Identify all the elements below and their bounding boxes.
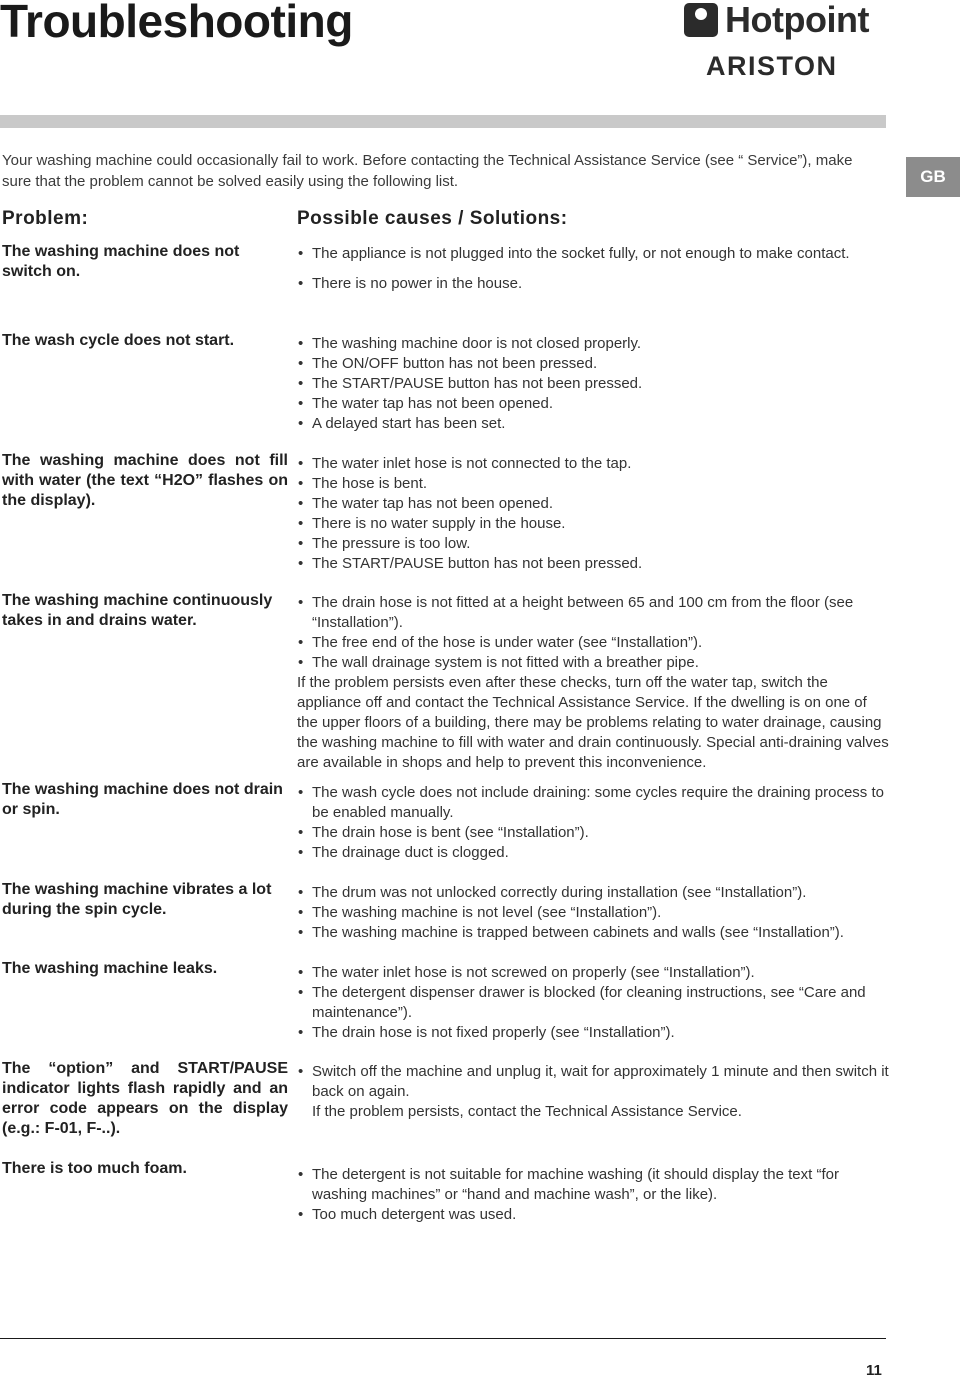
problem-text: The wash cycle does not start. (2, 332, 235, 349)
cause-item: • There is no power in the house. (297, 274, 889, 294)
cause-item: • Switch off the machine and unplug it, wait for approximately 1 minute and then switch it back on again. (297, 1062, 889, 1102)
problem-text: The washing machine vibrates a lot during the spin cycle. (2, 881, 272, 918)
cause-item: • The START/PAUSE button has not been pressed. (297, 374, 889, 394)
cause-item: • The detergent dispenser drawer is blocked (for cleaning instructions, see “Care and maintenance”). (297, 983, 889, 1023)
causes-list (297, 1165, 889, 1225)
cause-item: • The drainage duct is clogged. (297, 843, 889, 863)
cause-item: • The washing machine is not level (see “Installation”). (297, 903, 889, 923)
language-tab: GB (906, 157, 960, 197)
causes-list (297, 883, 889, 943)
problem-text: The washing machine does not fill with water (the text “H2O” flashes on the display). (2, 452, 288, 509)
footer-rule (0, 1338, 886, 1339)
cause-item: • Too much detergent was used. (297, 1205, 889, 1225)
cause-item: • The water tap has not been opened. (297, 494, 889, 514)
hotpoint-logo-icon (684, 3, 718, 37)
causes-list (297, 783, 889, 863)
cause-item: • The ON/OFF button has not been pressed. (297, 354, 889, 374)
brand-subname: ARISTON (706, 51, 838, 81)
problem-text: The “option” and START/PAUSE indicator lights flash rapidly and an error code appears on the display (e.g.: F-01, F-..). (2, 1060, 288, 1137)
brand-logo (684, 2, 884, 80)
causes-list (297, 1062, 889, 1122)
causes-column-heading: Possible causes / Solutions: (297, 208, 568, 229)
problem-text: The washing machine does not drain or spin. (2, 781, 283, 818)
causes-list (297, 244, 889, 294)
cause-item: • The water tap has not been opened. (297, 394, 889, 414)
cause-item: • The wash cycle does not include draining: some cycles require the draining process to be enabled manually. (297, 783, 889, 823)
problem-column-heading: Problem: (2, 208, 89, 229)
causes-list (297, 963, 889, 1043)
page-title: Troubleshooting (0, 0, 353, 47)
problem-text: The washing machine leaks. (2, 960, 218, 977)
cause-item: • The pressure is too low. (297, 534, 889, 554)
cause-item: • There is no water supply in the house. (297, 514, 889, 534)
cause-item: • The water inlet hose is not screwed on properly (see “Installation”). (297, 963, 889, 983)
cause-note: If the problem persists even after these checks, turn off the water tap, switch the appliance off and contact the Technical Assistance Service. If the dwelling is on one of the upper floors of a building, there may be problems relating to water drainage, causing the washing machine to fill with water and drain continuously. Special anti-draining valves are available in shops and help to prevent this inconvenience. (297, 674, 889, 771)
cause-item: • The wall drainage system is not fitted with a breather pipe. (297, 653, 889, 673)
cause-item: • The drain hose is not fixed properly (see “Installation”). (297, 1023, 889, 1043)
brand-name: Hotpoint (725, 0, 869, 40)
cause-item: • The drum was not unlocked correctly during installation (see “Installation”). (297, 883, 889, 903)
header-rule (0, 115, 886, 128)
intro-text: Your washing machine could occasionally fail to work. Before contacting the Technical Assistance Service (see “ Service”), make sure that the problem cannot be solved easily using the following list. (2, 152, 853, 190)
problem-text: There is too much foam. (2, 1160, 187, 1177)
page-number: 11 (866, 1362, 882, 1379)
problem-text: The washing machine continuously takes in and drains water. (2, 592, 273, 629)
cause-item: • The appliance is not plugged into the socket fully, or not enough to make contact. (297, 244, 889, 264)
cause-item: • The drain hose is bent (see “Installation”). (297, 823, 889, 843)
cause-item: • The hose is bent. (297, 474, 889, 494)
cause-note: If the problem persists, contact the Technical Assistance Service. (312, 1103, 742, 1120)
cause-item: • The water inlet hose is not connected to the tap. (297, 454, 889, 474)
cause-item: • The START/PAUSE button has not been pressed. (297, 554, 889, 574)
problem-text: The washing machine does not switch on. (2, 243, 240, 280)
cause-item: • The detergent is not suitable for machine washing (it should display the text “for washing machines” or “hand and machine wash”, or the like). (297, 1165, 889, 1205)
cause-item: • The washing machine door is not closed properly. (297, 334, 889, 354)
cause-item: • A delayed start has been set. (297, 414, 889, 434)
causes-list (297, 334, 889, 434)
causes-list (297, 593, 889, 773)
cause-item: • The free end of the hose is under water (see “Installation”). (297, 633, 889, 653)
cause-item: • The washing machine is trapped between cabinets and walls (see “Installation”). (297, 923, 889, 943)
cause-item: • The drain hose is not fitted at a height between 65 and 100 cm from the floor (see “Installation”). (297, 593, 889, 633)
causes-list (297, 454, 889, 574)
